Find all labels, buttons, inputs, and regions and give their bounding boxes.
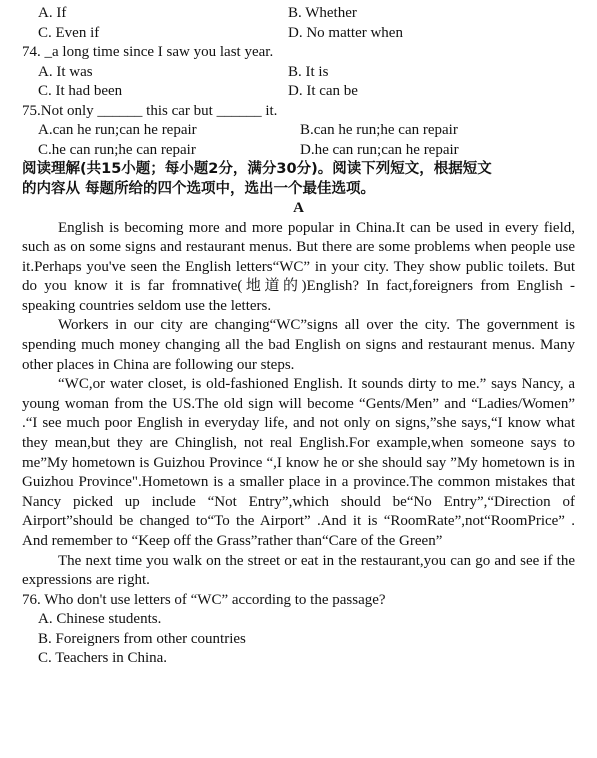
q75-options-row-1 xyxy=(22,121,575,141)
q75-option-b[interactable]: B.can he run;he can repair xyxy=(300,122,458,138)
passage-paragraph-1: English is becoming more and more popular in China.It can be used in every field, such as on some signs and restaurant menus. But there are some problems when people use it.Perhaps you've seen the English letters“WC” in your city. They show public toilets. But do you know it is far fromnative(地道的)English? In fact,foreigners from English -speaking countries seldom use the letters. xyxy=(22,219,575,314)
q75-option-c[interactable]: C.he can run;he can repair xyxy=(38,141,196,158)
q73-options-row-2 xyxy=(22,24,575,44)
q74-options-row-2 xyxy=(22,82,575,102)
reading-instructions-line-1: 阅读理解(共15小题；每小题2分，满分30分)。阅读下列短文，根据短文 xyxy=(22,161,492,177)
q73-option-c[interactable]: C. Even if xyxy=(38,24,100,41)
q74-option-b[interactable]: B. It is xyxy=(288,63,329,80)
q76-option-c[interactable]: C. Teachers in China. xyxy=(38,650,168,667)
q75-stem: 75.Not only ______ this car but ______ it. xyxy=(22,102,278,119)
q76-option-b[interactable]: B. Foreigners from other countries xyxy=(38,630,246,647)
q73-options-row-1 xyxy=(22,4,575,24)
passage-body xyxy=(22,219,575,591)
q74-option-a[interactable]: A. It was xyxy=(38,63,93,80)
q73-option-d[interactable]: D. No matter when xyxy=(288,24,403,41)
q76-stem: 76. Who don't use letters of “WC” according to the passage? xyxy=(22,591,386,608)
q73-option-b[interactable]: B. Whether xyxy=(288,5,357,21)
q75-option-d[interactable]: D.he can run;can he repair xyxy=(300,141,459,158)
q74-option-c[interactable]: C. It had been xyxy=(38,83,123,99)
q74-options-row-1 xyxy=(22,63,575,83)
q75-option-a[interactable]: A.can he run;can he repair xyxy=(38,122,197,138)
passage-paragraph-2: Workers in our city are changing“WC”signs all over the city. The government is spending much money changing all the bad English on signs and restaurant menus. Many other places in China are following our steps. xyxy=(22,317,575,373)
passage-paragraph-3: “WC,or water closet, is old-fashioned English. It sounds dirty to me.” says Nancy, a young woman from the US.The old sign will become “Gents/Men” and “Ladies/Women” .“I see much poor English in everyday life, and not only on signs,”she says,“I know what they mean,but they are Chinglish, not real English.For example,when someone says to me”My hometown is Guizhou Province “,I know he or she should say ”My hometown is in Guizhou Province".Hometown is a smaller place in a province.The common mistakes that Nancy picked up include “Not Entry”,which should be“No Entry”,“Direction of Airport”should be changed to“To the Airport” .And it is “RoomRate”,not“RoomPrice” . And remember to “Keep off the Grass”rather than“Care of the Green” xyxy=(22,376,575,549)
passage-heading: A xyxy=(293,200,304,216)
passage-paragraph-4: The next time you walk on the street or eat in the restaurant,you can go and see if the expressions are right. xyxy=(22,552,575,589)
q76-option-a[interactable]: A. Chinese students. xyxy=(38,611,162,628)
q73-option-a[interactable]: A. If xyxy=(38,5,67,21)
reading-instructions-line-2: 的内容从 每题所给的四个选项中，选出一个最佳选项。 xyxy=(22,180,376,197)
q75-options-row-2 xyxy=(22,141,575,161)
q74-option-d[interactable]: D. It can be xyxy=(288,83,358,99)
q74-stem: 74. _a long time since I saw you last year. xyxy=(22,44,274,60)
